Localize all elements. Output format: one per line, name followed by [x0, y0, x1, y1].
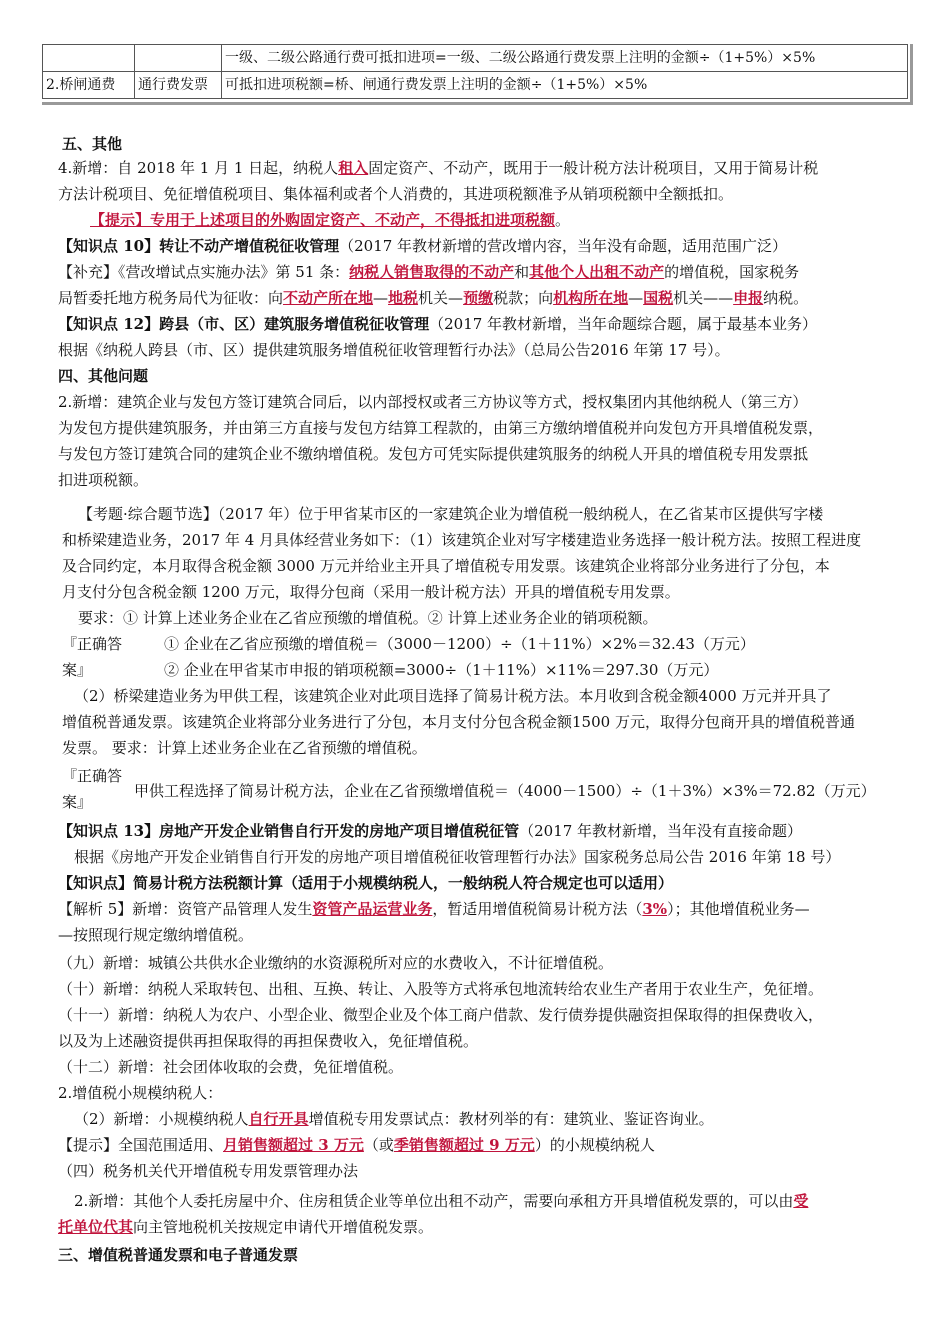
exam-line: 和桥梁建造业务，2017 年 4 月具体经营业务如下：（1）该建筑企业对写字楼建造业务选择一般计税方法。按照工程进度: [62, 531, 862, 549]
highlight: 机构所在地: [553, 289, 629, 307]
section-heading: 四、其他问题: [58, 367, 149, 385]
text: 的增值税，国家税务: [664, 263, 800, 281]
text: 【解析 5】新增：资管产品管理人发生: [58, 900, 313, 918]
text: 4.新增：自 2018 年 1 月 1 日起，纳税人: [58, 159, 339, 177]
highlight: 月销售额超过 3 万元: [223, 1136, 364, 1154]
table-cell: 通行费发票: [135, 72, 222, 99]
paragraph-line: [74, 1190, 808, 1212]
paragraph-line: 2.新增：建筑企业与发包方签订建筑合同后，以内部授权或者三方协议等方式，授权集团内其他纳税人（第三方）: [58, 393, 808, 411]
text: 和: [514, 263, 530, 281]
text: 机关——: [673, 289, 734, 307]
paragraph-line: 方法计税项目、免征增值税项目、集体福利或者个人消费的，其进项税额准予从销项税额中全额抵扣。: [58, 185, 734, 203]
highlight: 纳税人销售取得的不动产: [349, 263, 515, 281]
highlight: 预缴: [463, 289, 494, 307]
paragraph-line: （十二）新增：社会团体收取的会费，免征增值税。: [58, 1058, 404, 1076]
table-cell: [135, 45, 222, 72]
text: （或: [363, 1136, 394, 1154]
highlight: 地税: [388, 289, 419, 307]
text: 税款；向: [493, 289, 554, 307]
table-cell: 2.桥闸通费: [43, 72, 135, 99]
answer-line: ① 企业在乙省应预缴的增值税＝（3000－1200）÷（1＋11%）×2%＝32.43（万元）: [164, 635, 755, 653]
text: 固定资产、不动产，既用于一般计税方法计税项目，又用于简易计税: [368, 159, 819, 177]
highlight: 租入: [338, 159, 369, 177]
highlight: 其他个人出租不动产: [529, 263, 665, 281]
paragraph-line: [58, 157, 818, 179]
highlight: 自行开具: [248, 1110, 309, 1128]
table-row: [43, 45, 908, 72]
paragraph-line: [58, 1216, 433, 1238]
knowledge-point-10: [58, 235, 787, 257]
paragraph-line: 根据《房地产开发企业销售自行开发的房地产项目增值税征收管理暂行办法》国家税务总局公告 2016 年第 18 号）: [74, 848, 841, 866]
answer-line: 甲供工程选择了简易计税方法，企业在乙省预缴增值税＝（4000－1500）÷（1＋3%）×3%＝72.82（万元）: [134, 782, 876, 800]
text: ）；其他增值税业务—: [667, 900, 810, 918]
table-cell: [43, 45, 135, 72]
highlight: 国税: [643, 289, 674, 307]
analysis-line: [58, 898, 810, 920]
highlight: 申报: [733, 289, 764, 307]
highlight: 季销售额超过 9 万元: [393, 1136, 535, 1154]
kp-note: （2017 年教材新增，当年命题综合题，属于最基本业务）: [429, 315, 818, 333]
paragraph-line: 为发包方提供建筑服务，并由第三方直接与发包方结算工程款的，由第三方缴纳增值税并向发包方开具增值税发票，: [58, 419, 824, 437]
text: 局暂委托地方税务局代为征收：向: [58, 289, 284, 307]
highlight: 资管产品运营业务: [312, 900, 433, 918]
text: —: [373, 289, 389, 307]
answer-label: 『正确答: [62, 635, 123, 653]
text: 【补充】《营改增试点实施办法》第 51 条：: [58, 263, 350, 281]
question-line: 发票。 要求：计算上述业务企业在乙省预缴的增值税。: [62, 739, 427, 757]
text: ）的小规模纳税人: [534, 1136, 655, 1154]
kp-title: 【知识点 10】转让不动产增值税征收管理: [58, 237, 340, 255]
text: 增值税专用发票试点：教材列举的有：建筑业、鉴证咨询业。: [308, 1110, 714, 1128]
exam-line: 【考题·综合题节选】（2017 年）位于甲省某市区的一家建筑企业为增值税一般纳税人，在乙省某市区提供写字楼: [78, 505, 824, 523]
section-heading: 五、其他: [62, 135, 123, 153]
paragraph-line: （九）新增：城镇公共供水企业缴纳的水资源税所对应的水费收入，不计征增值税。: [58, 954, 614, 972]
table-cell: 可抵扣进项税额=桥、闸通行费发票上注明的金额÷（1+5%）×5%: [222, 72, 908, 99]
answer-line: ② 企业在甲省某市申报的销项税额=3000÷（1＋11%）×11%＝297.30（万元）: [164, 661, 719, 679]
question-line: 增值税普通发票。该建筑企业将部分业务进行了分包，本月支付分包含税金额1500 万元，取得分包商开具的增值税普通: [62, 713, 855, 731]
exam-line: 月支付分包含税金额 1200 万元，取得分包商（采用一般计税方法）开具的增值税专用发票。: [62, 583, 680, 601]
table-row: [43, 72, 908, 99]
paragraph-line: 根据《纳税人跨县（市、区）提供建筑服务增值税征收管理暂行办法》（总局公告2016 年第 17 号）。: [58, 341, 730, 359]
text: （2）新增：小规模纳税人: [74, 1110, 249, 1128]
paragraph-line: 以及为上述融资提供再担保取得的再担保费收入，免征增值税。: [58, 1032, 479, 1050]
knowledge-point-12: [58, 313, 817, 335]
supplement-line: [58, 287, 808, 309]
tip-line: [58, 1134, 655, 1156]
text: 。: [555, 211, 571, 229]
paragraph-line: （四）税务机关代开增值税专用发票管理办法: [58, 1162, 359, 1180]
paragraph-line: 与发包方签订建筑合同的建筑企业不缴纳增值税。发包方可凭实际提供建筑服务的纳税人开具的增值税专用发票抵: [58, 445, 809, 463]
kp-note: （2017 年教材新增的营改增内容，当年没有命题，适用范围广泛）: [339, 237, 788, 255]
section-heading: 三、增值税普通发票和电子普通发票: [58, 1246, 299, 1264]
text: 机关—: [418, 289, 464, 307]
kp-note: （2017 年教材新增，当年没有直接命题）: [519, 822, 803, 840]
kp-title: 【知识点 12】跨县（市、区）建筑服务增值税征收管理: [58, 315, 430, 333]
highlight: 3%: [642, 900, 668, 918]
text: 纳税。: [763, 289, 809, 307]
table-cell: 一级、二级公路通行费可抵扣进项=一级、二级公路通行费发票上注明的金额÷（1+5%）×5%: [222, 45, 908, 72]
text: 【提示】全国范围适用、: [58, 1136, 224, 1154]
text: 向主管地税机关按规定申请代开增值税发票。: [133, 1218, 434, 1236]
kp-title: 【知识点 13】房地产开发企业销售自行开发的房地产项目增值税征管: [58, 822, 520, 840]
text: 2.新增：其他个人委托房屋中介、住房租赁企业等单位出租不动产，需要向承租方开具增值税发票的，可以由: [74, 1192, 794, 1210]
answer-label: 案』: [62, 661, 93, 679]
paragraph-line: 扣进项税额。: [58, 471, 149, 489]
knowledge-point-13: [58, 820, 802, 842]
knowledge-point: 【知识点】简易计税方法税额计算（适用于小规模纳税人，一般纳税人符合规定也可以适用）: [58, 874, 674, 892]
paragraph-line: 2.增值税小规模纳税人：: [58, 1084, 223, 1102]
paragraph-line: （十一）新增：纳税人为农户、小型企业、微型企业及个体工商户借款、发行债券提供融资担保取得的担保费收入，: [58, 1006, 824, 1024]
highlight: 【提示】专用于上述项目的外购固定资产、不动产，不得抵扣进项税额: [90, 211, 556, 229]
paragraph-line: [74, 1108, 714, 1130]
analysis-line: —按照现行规定缴纳增值税。: [58, 926, 254, 944]
highlight: 不动产所在地: [283, 289, 374, 307]
paragraph-line: （十）新增：纳税人采取转包、出租、互换、转让、入股等方式将承包地流转给农业生产者用于农业生产，免征增。: [58, 980, 824, 998]
text: ，暂适用增值税简易计税方法（: [432, 900, 643, 918]
text: —: [628, 289, 644, 307]
answer-label: 案』: [62, 793, 93, 811]
answer-label: 『正确答: [62, 767, 123, 785]
tip-line: [90, 209, 570, 231]
exam-line: 及合同约定，本月取得含税金额 3000 万元并给业主开具了增值税专用发票。该建筑企业将部分业务进行了分包，本: [62, 557, 830, 575]
highlight: 受: [793, 1192, 809, 1210]
supplement-line: [58, 261, 799, 283]
highlight: 托单位代其: [58, 1218, 134, 1236]
requirement-line: 要求：① 计算上述业务企业在乙省应预缴的增值税。② 计算上述业务企业的销项税额。: [78, 609, 658, 627]
toll-table: [42, 44, 908, 99]
question-line: （2）桥梁建造业务为甲供工程，该建筑企业对此项目选择了简易计税方法。本月收到含税金额4000 万元并开具了: [74, 687, 832, 705]
